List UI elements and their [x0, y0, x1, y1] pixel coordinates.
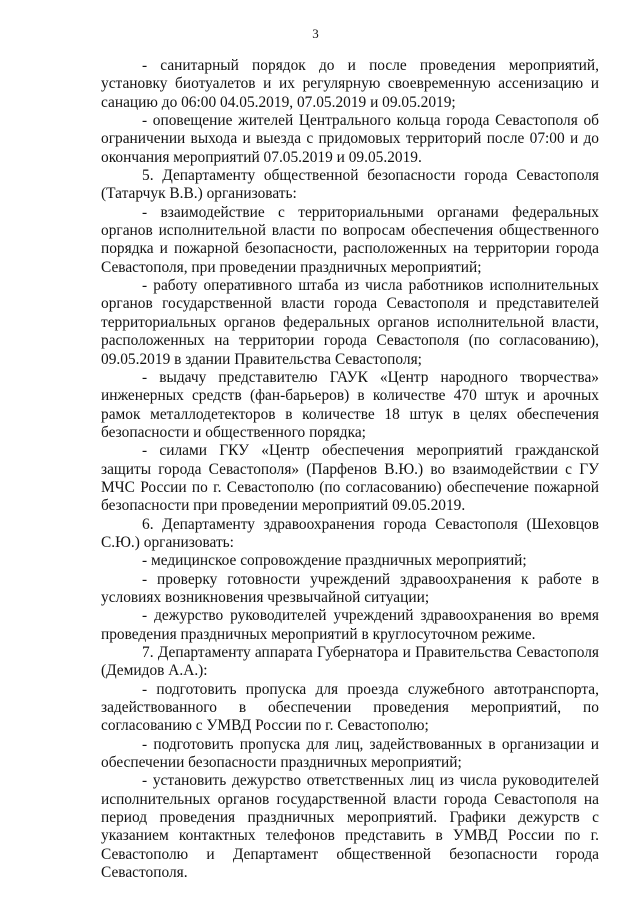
document-body: [101, 57, 599, 882]
paragraph-vehicle-passes: - подготовить пропуска для проезда служебного автотранспорта, задействованного в обеспечении проведения мероприятий, по согласованию с УМВД России по г. Севастополю;: [101, 680, 599, 735]
page-number: 3: [312, 26, 319, 41]
paragraph-sanitary-order: - санитарный порядок до и после проведения мероприятий, установку биотуалетов и их регулярную своевременную ассенизацию и санацию до 06:00 04.05.2019, 07.05.2019 и 09.05.2019;: [101, 57, 599, 111]
paragraph-item-5-heading: 5. Департаменту общественной безопасности города Севастополя (Татарчук В.В.) организовать:: [101, 167, 599, 203]
paragraph-operational-headquarters: - работу оперативного штаба из числа работников исполнительных органов государственной власти города Севастополя и представителей территориальных органов федеральных органов исполнительной власти, расположенных на территории города Севастополя (по согласованию), 09.05.2019 в здании Правительства Севастополя;: [101, 277, 599, 368]
paragraph-item-6-heading: 6. Департаменту здравоохранения города Севастополя (Шеховцов С.Ю.) организовать:: [101, 515, 599, 551]
paragraph-personnel-passes: - подготовить пропуска для лиц, задействованных в организации и обеспечении безопасности праздничных мероприятий;: [101, 735, 599, 772]
paragraph-duty-schedule: - установить дежурство ответственных лиц из числа руководителей исполнительных органов государственной власти города Севастополя на период проведения праздничных мероприятий. Графики дежурств с указанием контактных телефонов представить в УМВД России по г. Севастополю и Департамент общественной безопасности города Севастополя.: [101, 772, 599, 882]
paragraph-readiness-check: - проверку готовности учреждений здравоохранения к работе в условиях возникновения чрезвычайной ситуации;: [101, 570, 599, 606]
paragraph-medical-support: - медицинское сопровождение праздничных мероприятий;: [142, 552, 527, 570]
paragraph-fire-safety: - силами ГКУ «Центр обеспечения мероприятий гражданской защиты города Севастополя» (Парфенов В.Ю.) во взаимодействии с ГУ МЧС России по г. Севастополю (по согласованию) обеспечение пожарной безопасности при проведении мероприятий 09.05.2019.: [101, 442, 599, 515]
paragraph-notify-residents: - оповещение жителей Центрального кольца города Севастополя об ограничении выхода и выезда с придомовых территорий после 07:00 и до окончания мероприятий 07.05.2019 и 09.05.2019.: [101, 112, 599, 166]
paragraph-duty-managers: - дежурство руководителей учреждений здравоохранения во время проведения праздничных мероприятий в круглосуточном режиме.: [101, 607, 599, 643]
paragraph-interaction-federal-bodies: - взаимодействие с территориальными органами федеральных органов исполнительной власти по вопросам обеспечения общественного порядка и пожарной безопасности, расположенных на территории города Севастополя, при проведении праздничных мероприятий;: [101, 203, 599, 276]
paragraph-barriers-issuance: - выдачу представителю ГАУК «Центр народного творчества» инженерных средств (фан-барьеров) в количестве 470 штук и арочных рамок металлодетекторов в количестве 18 штук в целях обеспечения безопасности и общественного порядка;: [101, 368, 599, 441]
paragraph-item-7-heading: 7. Департаменту аппарата Губернатора и Правительства Севастополя (Демидов А.А.):: [101, 644, 599, 680]
